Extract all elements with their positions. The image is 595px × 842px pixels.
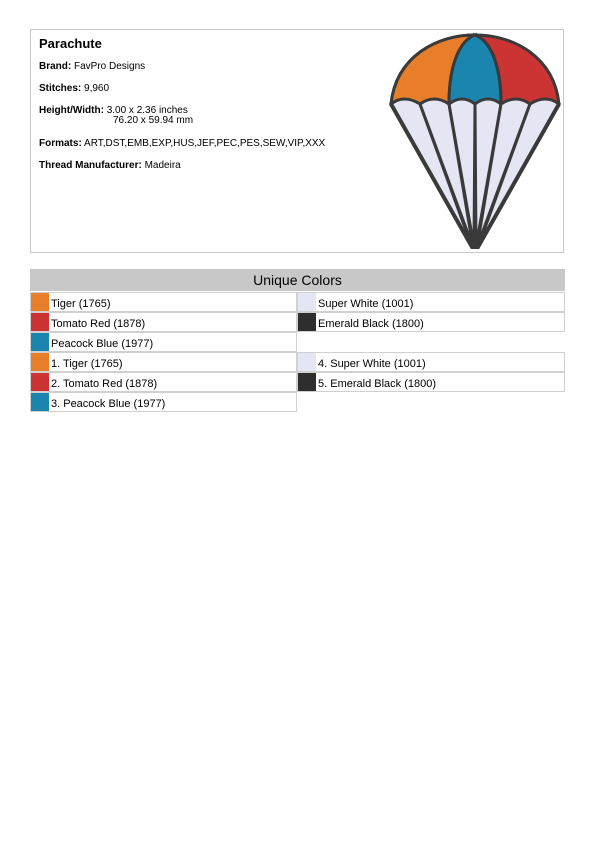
color-name: Peacock Blue (1977) bbox=[51, 338, 154, 350]
color-cell bbox=[297, 292, 565, 312]
color-cell bbox=[30, 372, 297, 392]
color-cell bbox=[30, 352, 297, 372]
color-swatch bbox=[31, 373, 49, 391]
color-swatch bbox=[31, 353, 49, 371]
thread-value: Madeira bbox=[144, 160, 181, 171]
color-swatch bbox=[298, 353, 316, 371]
table-row bbox=[30, 372, 565, 392]
thread-label: Thread Manufacturer: bbox=[39, 160, 142, 171]
color-name: Tiger (1765) bbox=[51, 298, 111, 310]
color-swatch bbox=[31, 313, 49, 331]
unique-colors-header: Unique Colors bbox=[30, 269, 565, 291]
color-name: Emerald Black (1800) bbox=[318, 318, 424, 330]
brand-row bbox=[39, 61, 145, 72]
color-swatch bbox=[298, 313, 316, 331]
table-row bbox=[30, 392, 565, 412]
parachute-gores bbox=[391, 99, 559, 247]
brand-value: FavPro Designs bbox=[74, 61, 146, 72]
color-name: Tomato Red (1878) bbox=[51, 318, 146, 330]
color-name: 5. Emerald Black (1800) bbox=[318, 378, 436, 390]
color-cell bbox=[30, 292, 297, 312]
brand-label: Brand: bbox=[39, 61, 72, 72]
table-row bbox=[30, 332, 565, 352]
table-row bbox=[30, 292, 565, 312]
color-cell bbox=[297, 372, 565, 392]
stitches-value: 9,960 bbox=[84, 83, 110, 94]
size-mm: 76.20 x 59.94 mm bbox=[113, 115, 194, 126]
parachute-design-image bbox=[386, 32, 564, 254]
table-row bbox=[30, 312, 565, 332]
color-swatch bbox=[31, 393, 49, 411]
color-name: 4. Super White (1001) bbox=[318, 358, 426, 370]
parachute-canopy bbox=[391, 35, 559, 104]
color-swatch bbox=[31, 293, 49, 311]
color-name: 3. Peacock Blue (1977) bbox=[51, 398, 166, 410]
color-name: 1. Tiger (1765) bbox=[51, 358, 123, 370]
color-swatch bbox=[31, 333, 49, 351]
color-swatch bbox=[298, 373, 316, 391]
color-name: 2. Tomato Red (1878) bbox=[51, 378, 158, 390]
thread-row bbox=[39, 160, 181, 171]
formats-value: ART,DST,EMB,EXP,HUS,JEF,PEC,PES,SEW,VIP,XXX bbox=[84, 138, 326, 149]
color-cell bbox=[30, 392, 297, 412]
color-cell bbox=[30, 332, 297, 352]
stitches-row bbox=[39, 83, 109, 94]
color-name: Super White (1001) bbox=[318, 298, 414, 310]
color-swatch bbox=[298, 293, 316, 311]
formats-label: Formats: bbox=[39, 138, 82, 149]
table-row bbox=[30, 352, 565, 372]
size-label: Height/Width: bbox=[39, 105, 104, 116]
size-inches: 3.00 x 2.36 inches bbox=[106, 105, 188, 116]
design-info-box bbox=[30, 29, 564, 253]
color-cell bbox=[30, 312, 297, 332]
color-cell bbox=[297, 312, 565, 332]
unique-colors-table bbox=[30, 269, 565, 412]
design-title: Parachute bbox=[39, 36, 102, 51]
formats-row bbox=[39, 138, 325, 149]
stitches-label: Stitches: bbox=[39, 83, 82, 94]
color-cell bbox=[297, 352, 565, 372]
